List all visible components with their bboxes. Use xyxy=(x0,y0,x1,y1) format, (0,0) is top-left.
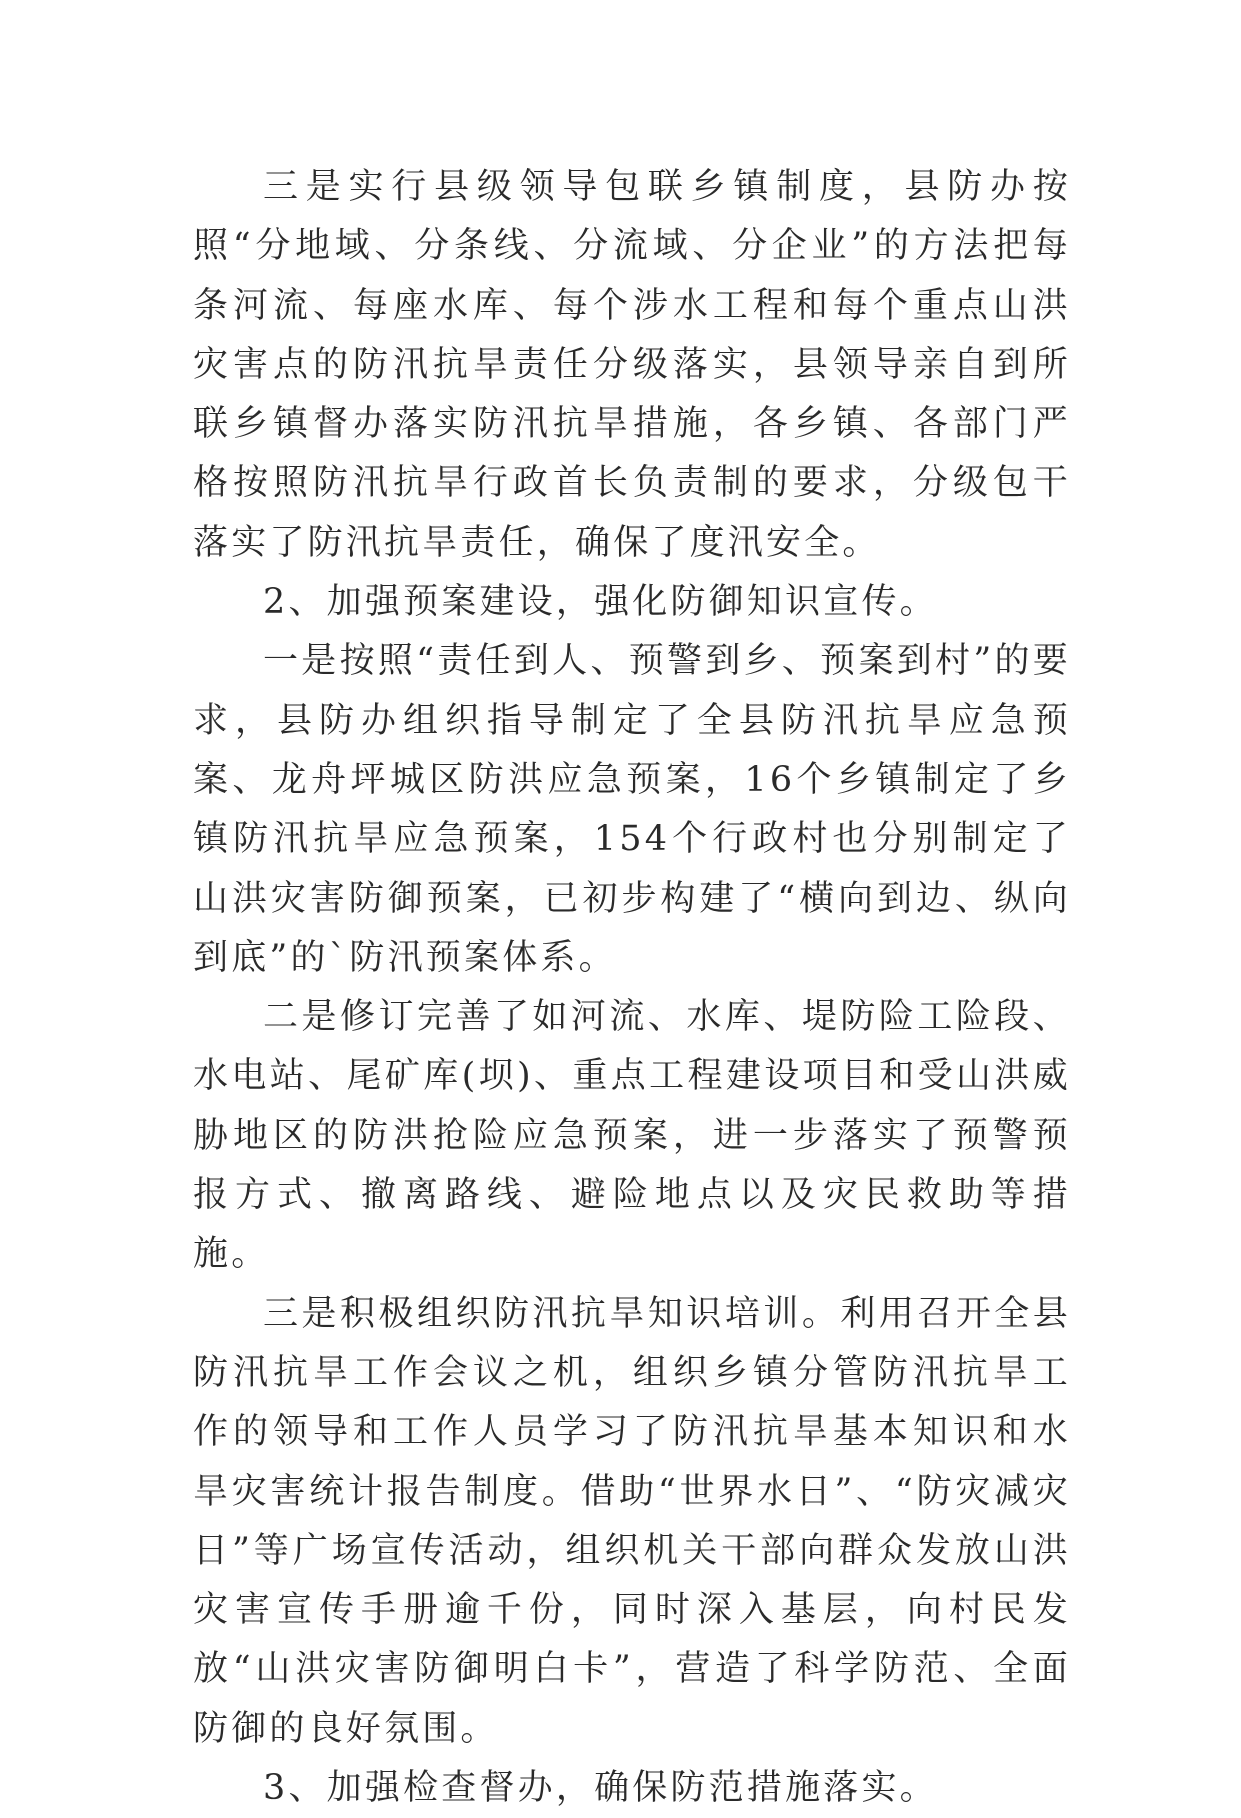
paragraph-training-publicity: 三是积极组织防汛抗旱知识培训。利用召开全县防汛抗旱工作会议之机，组织乡镇分管防汛抗旱工作的领导和工作人员学习了防汛抗旱基本知识和水旱灾害统计报告制度。借助“世界水日”、“防灾减灾日”等广场宣传活动，组织机关干部向群众发放山洪灾害宣传手册逾千份，同时深入基层，向村民发放“山洪灾害防御明白卡”，营造了科学防范、全面防御的良好氛围。 xyxy=(193,1293,1071,1749)
section-heading-3: 3、加强检查督办，确保防范措施落实。 xyxy=(263,1768,938,1809)
document-body xyxy=(193,158,1071,1818)
section-heading-2: 2、加强预案建设，强化防御知识宣传。 xyxy=(263,582,938,623)
paragraph-leadership-responsibility: 三是实行县级领导包联乡镇制度，县防办按照“分地域、分条线、分流域、分企业”的方法把每条河流、每座水库、每个涉水工程和每个重点山洪灾害点的防汛抗旱责任分级落实，县领导亲自到所联乡镇督办落实防汛抗旱措施，各乡镇、各部门严格按照防汛抗旱行政首长负责制的要求，分级包干落实了防汛抗旱责任，确保了度汛安全。 xyxy=(193,167,1071,563)
paragraph-emergency-plans: 一是按照“责任到人、预警到乡、预案到村”的要求，县防办组织指导制定了全县防汛抗旱应急预案、龙舟坪城区防洪应急预案，16个乡镇制定了乡镇防汛抗旱应急预案，154个行政村也分别制定了山洪灾害防御预案，已初步构建了“横向到边、纵向到底”的`防汛预案体系。 xyxy=(193,641,1071,978)
paragraph-plan-revision: 二是修订完善了如河流、水库、堤防险工险段、水电站、尾矿库(坝)、重点工程建设项目和受山洪威胁地区的防洪抢险应急预案，进一步落实了预警预报方式、撤离路线、避险地点以及灾民救助等措施。 xyxy=(193,997,1071,1275)
